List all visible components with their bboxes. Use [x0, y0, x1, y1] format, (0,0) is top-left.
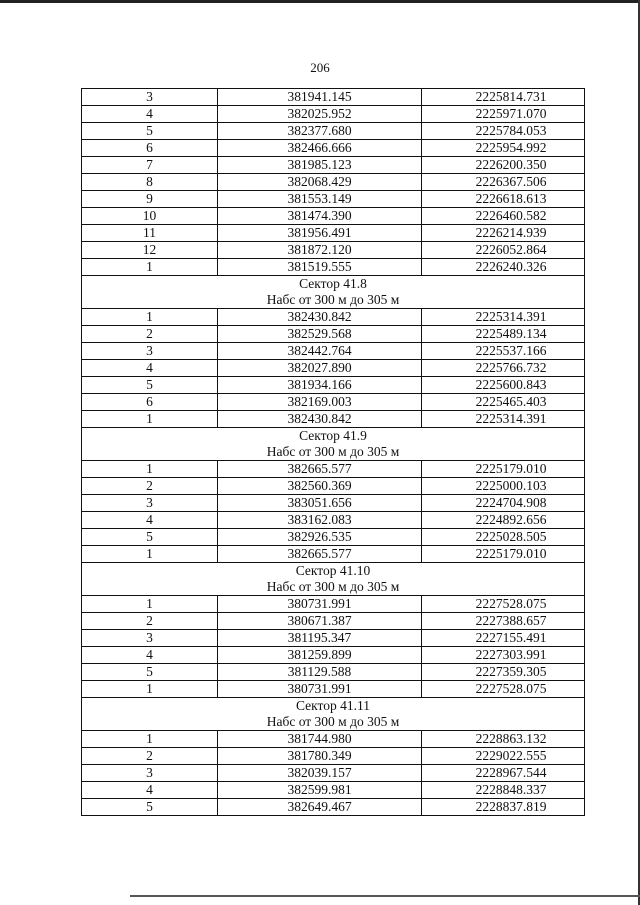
x-coordinate-cell: [218, 512, 422, 529]
y-coordinate-cell: [422, 731, 585, 748]
point-number-cell: [82, 478, 218, 495]
x-coordinate-cell: [218, 596, 422, 613]
x-coordinate-cell: [218, 411, 422, 428]
point-number-value: 1: [146, 259, 153, 274]
point-number-value: 2: [146, 478, 153, 493]
point-number-value: 12: [142, 242, 157, 257]
point-number-cell: [82, 765, 218, 782]
point-number-value: 6: [146, 140, 153, 155]
table-row: [82, 208, 585, 225]
x-coordinate-value: 381872.120: [287, 242, 352, 257]
table-row: [82, 411, 585, 428]
y-coordinate-value: 2226214.939: [475, 225, 547, 240]
point-number-cell: [82, 106, 218, 123]
table-row: [82, 664, 585, 681]
x-coordinate-cell: [218, 360, 422, 377]
y-coordinate-cell: [422, 225, 585, 242]
x-coordinate-cell: [218, 782, 422, 799]
y-coordinate-cell: [422, 596, 585, 613]
y-coordinate-value: 2227528.075: [475, 681, 547, 696]
table-row: [82, 630, 585, 647]
sector-header-row: [82, 428, 585, 445]
table-row: [82, 157, 585, 174]
table-row: [82, 748, 585, 765]
y-coordinate-cell: [422, 782, 585, 799]
x-coordinate-value: 382430.842: [287, 411, 352, 426]
table-row: [82, 309, 585, 326]
x-coordinate-value: 382466.666: [287, 140, 352, 155]
table-row: [82, 731, 585, 748]
x-coordinate-cell: [218, 123, 422, 140]
x-coordinate-cell: [218, 106, 422, 123]
y-coordinate-cell: [422, 106, 585, 123]
x-coordinate-cell: [218, 681, 422, 698]
table-row: [82, 495, 585, 512]
y-coordinate-cell: [422, 630, 585, 647]
y-coordinate-cell: [422, 495, 585, 512]
x-coordinate-cell: [218, 140, 422, 157]
point-number-value: 1: [146, 731, 153, 746]
y-coordinate-cell: [422, 89, 585, 106]
point-number-value: 3: [146, 630, 153, 645]
point-number-value: 10: [142, 208, 157, 223]
y-coordinate-cell: [422, 343, 585, 360]
point-number-value: 3: [146, 495, 153, 510]
x-coordinate-value: 383051.656: [287, 495, 352, 510]
x-coordinate-cell: [218, 765, 422, 782]
height-range-row: [82, 444, 585, 461]
y-coordinate-value: 2225489.134: [475, 326, 547, 341]
y-coordinate-cell: [422, 613, 585, 630]
table-row: [82, 123, 585, 140]
x-coordinate-cell: [218, 343, 422, 360]
y-coordinate-value: 2225971.070: [475, 106, 547, 121]
point-number-cell: [82, 613, 218, 630]
point-number-cell: [82, 782, 218, 799]
table-row: [82, 140, 585, 157]
table-row: [82, 681, 585, 698]
x-coordinate-cell: [218, 664, 422, 681]
x-coordinate-cell: [218, 731, 422, 748]
y-coordinate-cell: [422, 309, 585, 326]
point-number-value: 1: [146, 546, 153, 561]
y-coordinate-value: 2227303.991: [475, 647, 547, 662]
y-coordinate-cell: [422, 394, 585, 411]
x-coordinate-value: 382649.467: [287, 799, 352, 814]
y-coordinate-value: 2225028.505: [475, 529, 547, 544]
x-coordinate-cell: [218, 225, 422, 242]
coordinates-table-body: [82, 89, 585, 816]
y-coordinate-value: 2225766.732: [475, 360, 547, 375]
point-number-value: 1: [146, 309, 153, 324]
height-range-row: [82, 579, 585, 596]
point-number-value: 5: [146, 123, 153, 138]
x-coordinate-cell: [218, 157, 422, 174]
y-coordinate-cell: [422, 123, 585, 140]
point-number-value: 5: [146, 664, 153, 679]
y-coordinate-value: 2226200.350: [475, 157, 547, 172]
point-number-cell: [82, 411, 218, 428]
x-coordinate-value: 380731.991: [287, 681, 352, 696]
y-coordinate-cell: [422, 765, 585, 782]
x-coordinate-value: 382377.680: [287, 123, 352, 138]
height-range-label: Набс от 300 м до 305 м: [82, 292, 585, 309]
point-number-value: 5: [146, 377, 153, 392]
y-coordinate-cell: [422, 242, 585, 259]
point-number-cell: [82, 309, 218, 326]
table-row: [82, 225, 585, 242]
x-coordinate-value: 381259.899: [287, 647, 352, 662]
point-number-cell: [82, 123, 218, 140]
point-number-cell: [82, 259, 218, 276]
point-number-value: 8: [146, 174, 153, 189]
x-coordinate-value: 381129.588: [287, 664, 352, 679]
point-number-value: 3: [146, 343, 153, 358]
x-coordinate-cell: [218, 461, 422, 478]
y-coordinate-cell: [422, 529, 585, 546]
table-row: [82, 512, 585, 529]
y-coordinate-cell: [422, 140, 585, 157]
table-row: [82, 242, 585, 259]
scan-edge-bottom: [130, 895, 640, 897]
y-coordinate-value: 2226618.613: [475, 191, 547, 206]
x-coordinate-cell: [218, 394, 422, 411]
point-number-value: 1: [146, 411, 153, 426]
point-number-cell: [82, 748, 218, 765]
table-row: [82, 259, 585, 276]
y-coordinate-value: 2225600.843: [475, 377, 547, 392]
y-coordinate-value: 2225537.166: [475, 343, 547, 358]
point-number-cell: [82, 664, 218, 681]
x-coordinate-cell: [218, 478, 422, 495]
y-coordinate-value: 2225179.010: [475, 461, 547, 476]
y-coordinate-cell: [422, 411, 585, 428]
x-coordinate-value: 381780.349: [287, 748, 352, 763]
y-coordinate-value: 2225784.053: [475, 123, 547, 138]
x-coordinate-cell: [218, 242, 422, 259]
table-row: [82, 106, 585, 123]
point-number-value: 4: [146, 647, 153, 662]
x-coordinate-cell: [218, 546, 422, 563]
point-number-cell: [82, 546, 218, 563]
y-coordinate-value: 2228863.132: [475, 731, 547, 746]
point-number-cell: [82, 360, 218, 377]
x-coordinate-cell: [218, 191, 422, 208]
y-coordinate-value: 2226052.864: [475, 242, 547, 257]
point-number-value: 5: [146, 529, 153, 544]
x-coordinate-cell: [218, 647, 422, 664]
x-coordinate-value: 381934.166: [287, 377, 352, 392]
table-row: [82, 377, 585, 394]
x-coordinate-cell: [218, 326, 422, 343]
x-coordinate-value: 382039.157: [287, 765, 352, 780]
point-number-cell: [82, 647, 218, 664]
point-number-cell: [82, 731, 218, 748]
table-row: [82, 782, 585, 799]
point-number-value: 1: [146, 461, 153, 476]
point-number-value: 3: [146, 765, 153, 780]
x-coordinate-value: 381941.145: [287, 89, 352, 104]
y-coordinate-value: 2229022.555: [475, 748, 547, 763]
table-row: [82, 326, 585, 343]
y-coordinate-value: 2228967.544: [475, 765, 547, 780]
x-coordinate-value: 380731.991: [287, 596, 352, 611]
y-coordinate-cell: [422, 681, 585, 698]
height-range-row: [82, 292, 585, 309]
sector-title: Сектор 41.8: [82, 276, 585, 293]
point-number-cell: [82, 191, 218, 208]
point-number-cell: [82, 461, 218, 478]
point-number-value: 5: [146, 799, 153, 814]
y-coordinate-cell: [422, 326, 585, 343]
y-coordinate-cell: [422, 512, 585, 529]
x-coordinate-cell: [218, 529, 422, 546]
page-number: 206: [310, 60, 330, 75]
x-coordinate-cell: [218, 259, 422, 276]
point-number-value: 9: [146, 191, 153, 206]
point-number-value: 6: [146, 394, 153, 409]
point-number-value: 1: [146, 681, 153, 696]
x-coordinate-value: 381985.123: [287, 157, 352, 172]
point-number-cell: [82, 174, 218, 191]
x-coordinate-value: 380671.387: [287, 613, 352, 628]
table-row: [82, 478, 585, 495]
point-number-cell: [82, 799, 218, 816]
x-coordinate-value: 382926.535: [287, 529, 352, 544]
sector-title: Сектор 41.10: [82, 563, 585, 580]
y-coordinate-cell: [422, 664, 585, 681]
table-row: [82, 799, 585, 816]
height-range-label: Набс от 300 м до 305 м: [82, 444, 585, 461]
x-coordinate-value: 381956.491: [287, 225, 352, 240]
table-row: [82, 360, 585, 377]
point-number-cell: [82, 495, 218, 512]
table-row: [82, 461, 585, 478]
x-coordinate-value: 381195.347: [287, 630, 352, 645]
point-number-value: 4: [146, 512, 153, 527]
x-coordinate-cell: [218, 309, 422, 326]
x-coordinate-cell: [218, 208, 422, 225]
y-coordinate-value: 2225314.391: [475, 309, 547, 324]
x-coordinate-cell: [218, 377, 422, 394]
x-coordinate-cell: [218, 495, 422, 512]
y-coordinate-cell: [422, 208, 585, 225]
x-coordinate-value: 382068.429: [287, 174, 352, 189]
point-number-value: 2: [146, 326, 153, 341]
y-coordinate-value: 2225465.403: [475, 394, 547, 409]
x-coordinate-value: 382665.577: [287, 546, 352, 561]
y-coordinate-value: 2225179.010: [475, 546, 547, 561]
point-number-value: 2: [146, 748, 153, 763]
y-coordinate-cell: [422, 360, 585, 377]
table-row: [82, 174, 585, 191]
y-coordinate-cell: [422, 478, 585, 495]
y-coordinate-cell: [422, 377, 585, 394]
x-coordinate-value: 382025.952: [287, 106, 352, 121]
y-coordinate-cell: [422, 748, 585, 765]
y-coordinate-value: 2226240.326: [475, 259, 547, 274]
point-number-value: 1: [146, 596, 153, 611]
point-number-cell: [82, 225, 218, 242]
point-number-cell: [82, 394, 218, 411]
x-coordinate-value: 381744.980: [287, 731, 352, 746]
sector-header-row: [82, 563, 585, 580]
y-coordinate-value: 2225000.103: [475, 478, 547, 493]
y-coordinate-value: 2225814.731: [475, 89, 547, 104]
table-row: [82, 394, 585, 411]
point-number-cell: [82, 681, 218, 698]
point-number-cell: [82, 596, 218, 613]
x-coordinate-cell: [218, 174, 422, 191]
point-number-cell: [82, 242, 218, 259]
y-coordinate-cell: [422, 461, 585, 478]
point-number-cell: [82, 140, 218, 157]
height-range-row: [82, 714, 585, 731]
table-row: [82, 191, 585, 208]
y-coordinate-value: 2226460.582: [475, 208, 547, 223]
point-number-cell: [82, 208, 218, 225]
x-coordinate-value: 382665.577: [287, 461, 352, 476]
table-row: [82, 647, 585, 664]
point-number-cell: [82, 377, 218, 394]
point-number-cell: [82, 89, 218, 106]
x-coordinate-value: 382442.764: [287, 343, 352, 358]
table-row: [82, 529, 585, 546]
y-coordinate-value: 2225954.992: [475, 140, 547, 155]
point-number-cell: [82, 630, 218, 647]
point-number-value: 2: [146, 613, 153, 628]
point-number-cell: [82, 326, 218, 343]
sector-title: Сектор 41.11: [82, 698, 585, 715]
table-row: [82, 596, 585, 613]
sector-header-row: [82, 276, 585, 293]
y-coordinate-cell: [422, 647, 585, 664]
table-row: [82, 765, 585, 782]
x-coordinate-value: 381474.390: [287, 208, 352, 223]
y-coordinate-cell: [422, 259, 585, 276]
point-number-cell: [82, 343, 218, 360]
point-number-cell: [82, 512, 218, 529]
x-coordinate-value: 381553.149: [287, 191, 352, 206]
y-coordinate-value: 2228848.337: [475, 782, 547, 797]
coordinates-table: [81, 88, 585, 816]
y-coordinate-value: 2227155.491: [475, 630, 547, 645]
table-row: [82, 546, 585, 563]
y-coordinate-cell: [422, 157, 585, 174]
y-coordinate-cell: [422, 799, 585, 816]
x-coordinate-cell: [218, 748, 422, 765]
point-number-value: 11: [143, 225, 156, 240]
y-coordinate-value: 2224892.656: [475, 512, 547, 527]
y-coordinate-value: 2224704.908: [475, 495, 547, 510]
y-coordinate-value: 2228837.819: [475, 799, 547, 814]
x-coordinate-value: 382560.369: [287, 478, 352, 493]
table-row: [82, 89, 585, 106]
sector-header-row: [82, 698, 585, 715]
x-coordinate-value: 382169.003: [287, 394, 352, 409]
x-coordinate-cell: [218, 630, 422, 647]
x-coordinate-value: 382430.842: [287, 309, 352, 324]
point-number-value: 4: [146, 106, 153, 121]
table-row: [82, 343, 585, 360]
scan-edge-top: [0, 0, 640, 3]
y-coordinate-cell: [422, 174, 585, 191]
point-number-value: 4: [146, 360, 153, 375]
x-coordinate-value: 382599.981: [287, 782, 352, 797]
sector-title: Сектор 41.9: [82, 428, 585, 445]
y-coordinate-cell: [422, 546, 585, 563]
point-number-value: 4: [146, 782, 153, 797]
y-coordinate-value: 2227359.305: [475, 664, 547, 679]
y-coordinate-value: 2227528.075: [475, 596, 547, 611]
x-coordinate-value: 383162.083: [287, 512, 352, 527]
x-coordinate-value: 381519.555: [287, 259, 352, 274]
x-coordinate-value: 382027.890: [287, 360, 352, 375]
point-number-cell: [82, 529, 218, 546]
x-coordinate-cell: [218, 89, 422, 106]
y-coordinate-value: 2227388.657: [475, 613, 547, 628]
table-row: [82, 613, 585, 630]
point-number-cell: [82, 157, 218, 174]
height-range-label: Набс от 300 м до 305 м: [82, 714, 585, 731]
y-coordinate-value: 2226367.506: [475, 174, 547, 189]
point-number-value: 7: [146, 157, 153, 172]
x-coordinate-value: 382529.568: [287, 326, 352, 341]
y-coordinate-cell: [422, 191, 585, 208]
y-coordinate-value: 2225314.391: [475, 411, 547, 426]
point-number-value: 3: [146, 89, 153, 104]
x-coordinate-cell: [218, 613, 422, 630]
height-range-label: Набс от 300 м до 305 м: [82, 579, 585, 596]
x-coordinate-cell: [218, 799, 422, 816]
